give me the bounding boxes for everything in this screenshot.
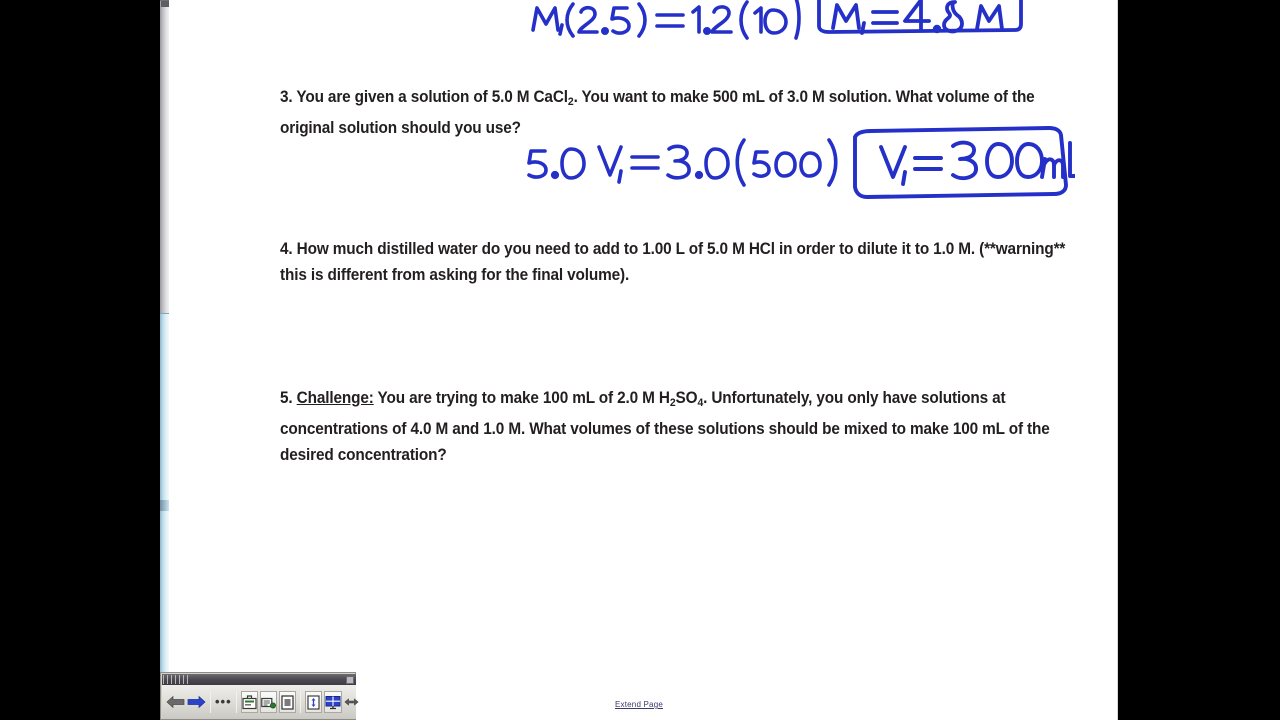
scrollbar-top-cap [161, 1, 169, 7]
more-options-label: ••• [215, 694, 232, 709]
toolbar-close-button[interactable] [346, 676, 354, 684]
q3-text-b: . You want to make 500 mL of 3.0 M solution. What volume of the original solution should you use? [280, 88, 1035, 137]
resize-vertical-icon[interactable] [305, 691, 322, 713]
q5-text-a: You are trying to make 100 mL of 2.0 M H [373, 389, 670, 407]
question-4 [280, 236, 1080, 288]
q5-challenge-label: Challenge: [296, 389, 374, 407]
insert-image-icon[interactable] [241, 691, 258, 713]
resize-horizontal-glyph [344, 696, 359, 708]
q3-text-a: You are given a solution of 5.0 M CaCl [292, 88, 568, 106]
vertical-scrollbar[interactable] [160, 0, 170, 672]
toolbar-title-bar[interactable] [162, 674, 356, 685]
scrollbar-track-lower[interactable] [160, 313, 169, 673]
document-page[interactable] [160, 0, 1118, 720]
resize-horizontal-icon[interactable] [344, 691, 359, 713]
scrollbar-thumb[interactable] [160, 500, 169, 511]
insert-page-glyph [280, 695, 295, 710]
forward-arrow-glyph [187, 695, 206, 709]
extend-page-link[interactable]: Extend Page [614, 700, 663, 709]
q5-text-mid: SO [675, 389, 698, 407]
q5-subscript-2: 4 [697, 396, 704, 409]
insert-text-box-icon[interactable] [260, 691, 277, 713]
question-3 [280, 84, 1080, 141]
insert-page-icon[interactable] [279, 691, 296, 713]
back-arrow-icon[interactable] [166, 691, 185, 713]
toolbar-separator-1 [210, 691, 211, 713]
q3-subscript: 2 [567, 95, 574, 108]
more-options-icon[interactable] [215, 691, 232, 713]
screen-annotation-icon[interactable] [324, 691, 342, 713]
q3-number: 3. [280, 88, 293, 106]
floating-toolbar-window[interactable] [160, 672, 356, 720]
toolbar-separator-2 [236, 691, 237, 713]
toolbar-separator-3 [300, 691, 301, 713]
q5-number: 5. [280, 389, 293, 407]
question-5 [280, 385, 1080, 468]
insert-image-glyph [242, 695, 257, 710]
q5-text-b: . Unfortunately, you only have solutions at concentrations of 4.0 M and 1.0 M. What volumes of these solutions should be mixed to make 100 mL of the desired concentration? [280, 389, 1050, 464]
insert-text-box-glyph [261, 695, 276, 710]
scrollbar-track-upper[interactable] [160, 0, 169, 314]
back-arrow-glyph [166, 695, 185, 709]
resize-vertical-glyph [306, 695, 321, 710]
screen-annotation-glyph [325, 695, 341, 710]
toolbar-drag-grip[interactable] [163, 675, 189, 684]
q4-text: How much distilled water do you need to add to 1.00 L of 5.0 M HCl in order to dilute it to 1.0 M. (**warning** this is different from asking for the final volume). [280, 240, 1066, 284]
handwriting-top-equation [515, 0, 1035, 48]
forward-arrow-icon[interactable] [187, 691, 206, 713]
toolbar-body [162, 685, 356, 719]
q4-number: 4. [280, 240, 293, 258]
q5-subscript-1: 2 [669, 396, 676, 409]
